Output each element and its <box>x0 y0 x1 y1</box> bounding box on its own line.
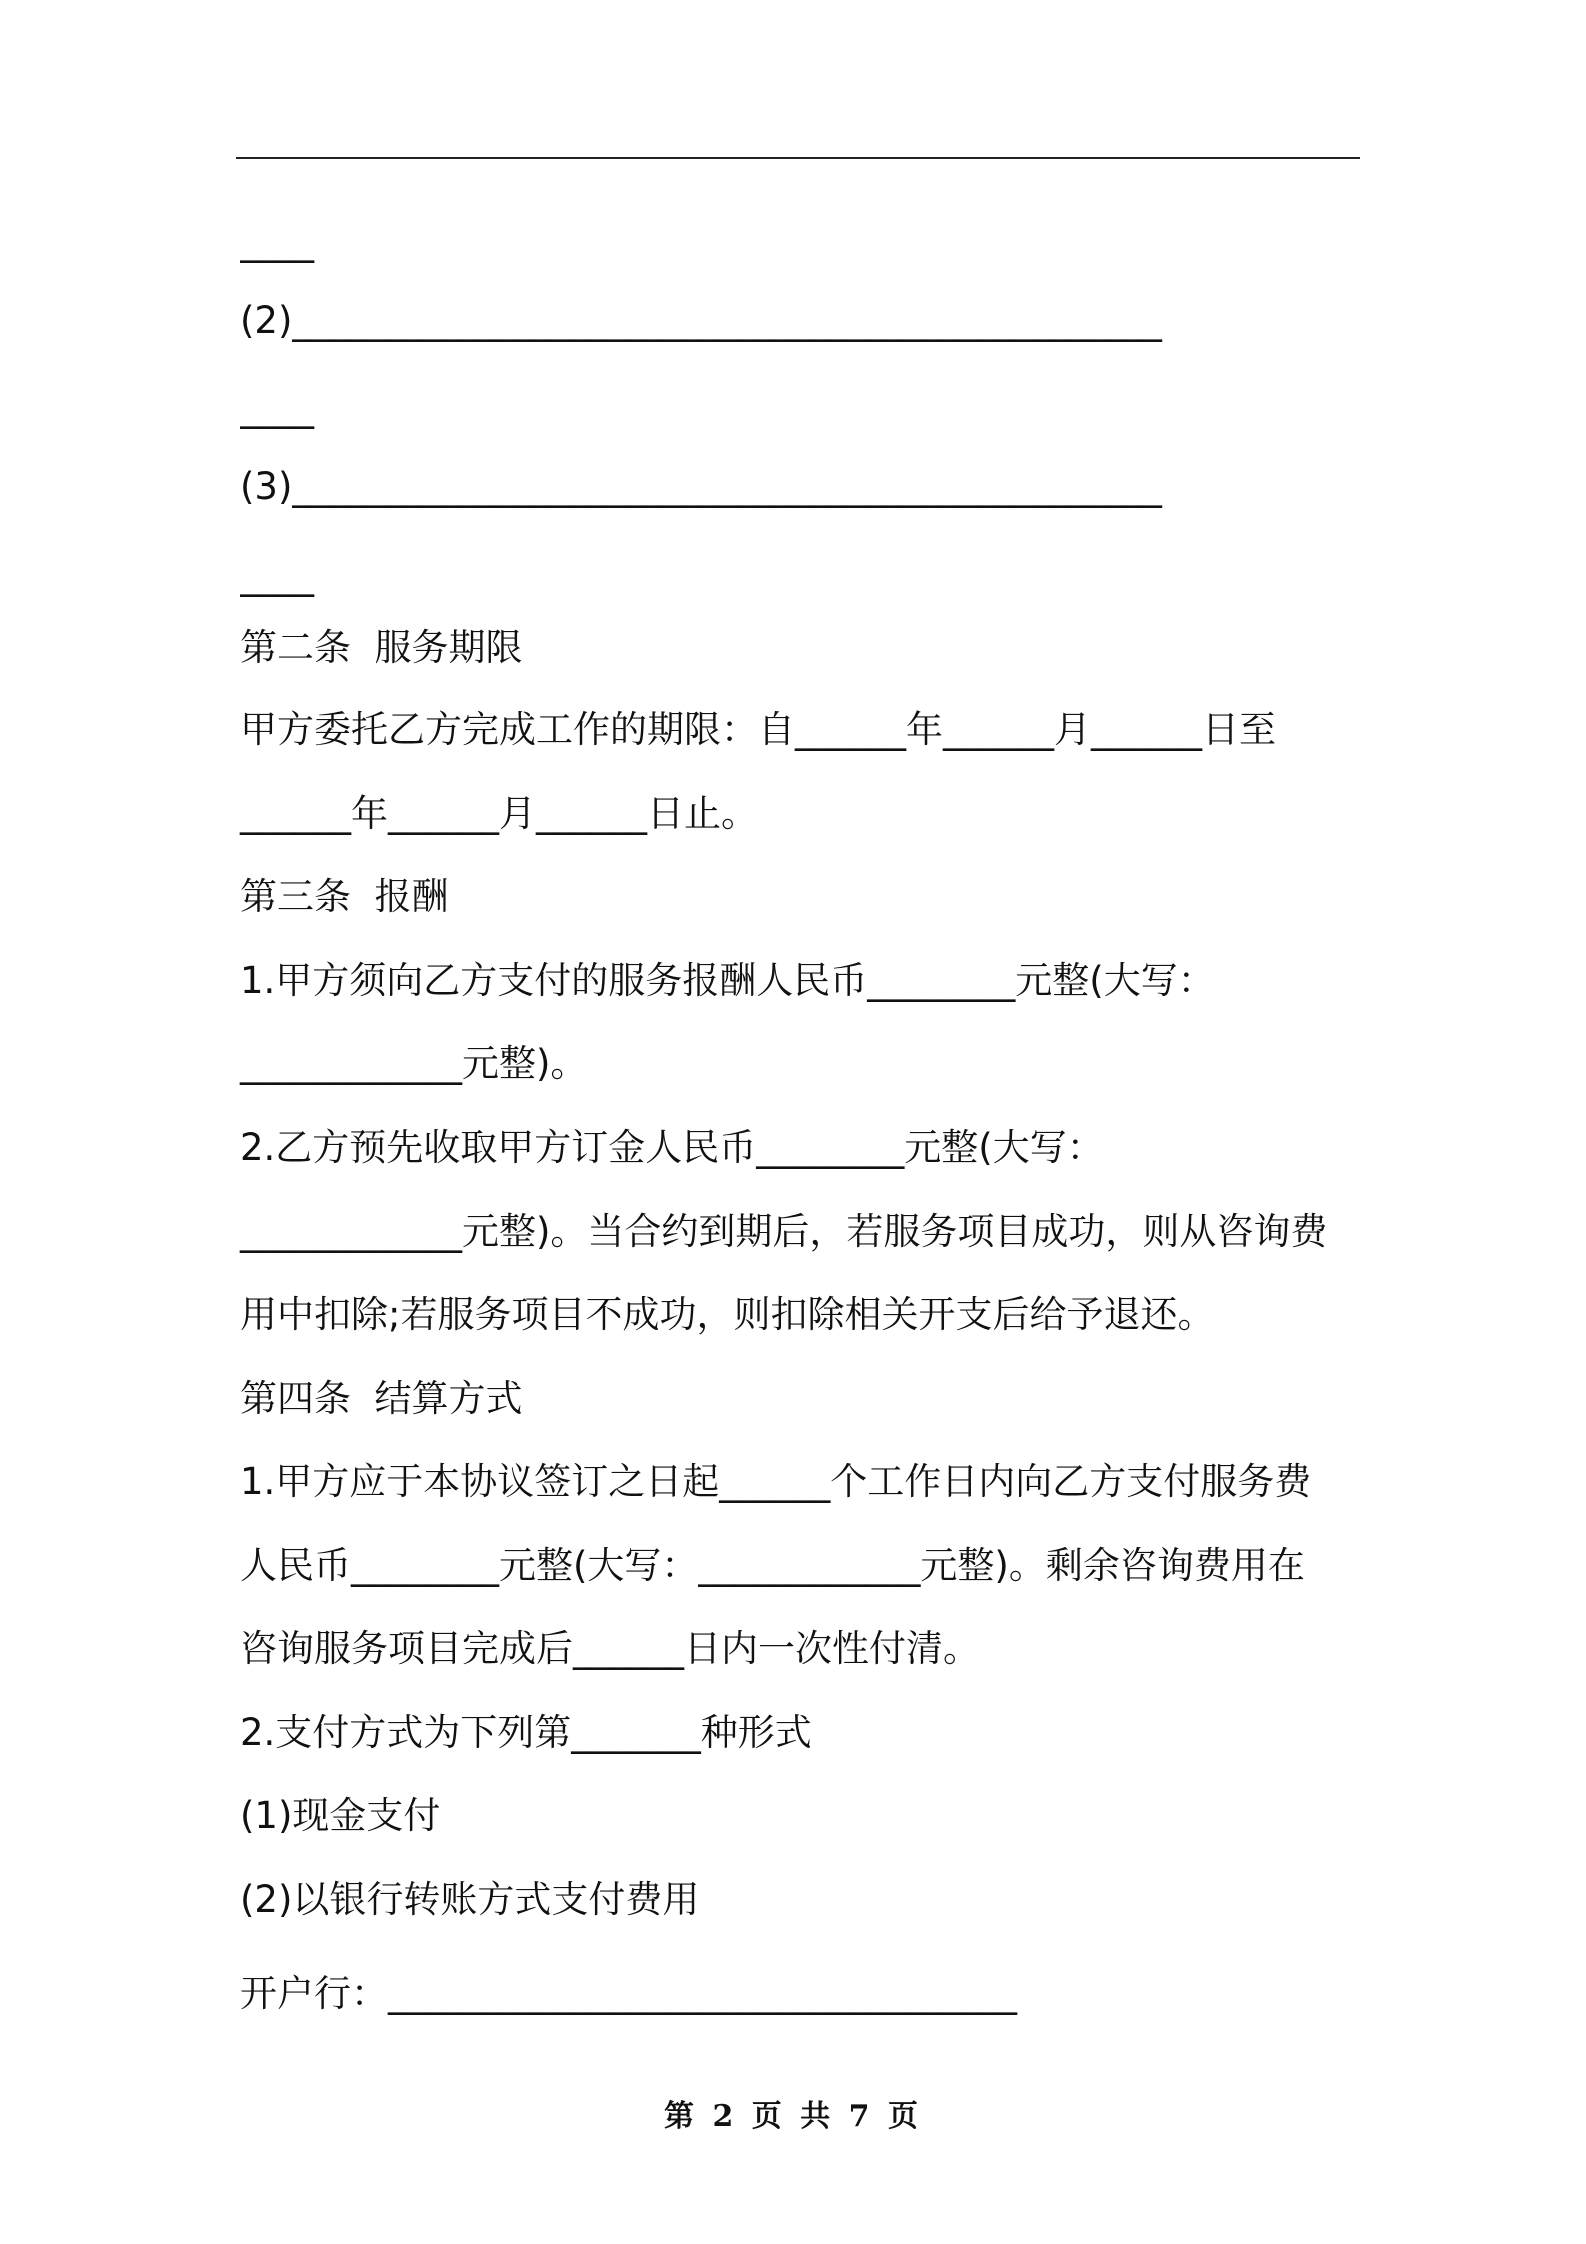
header-rule <box>236 157 1360 159</box>
blank-line-continuation-2: ____ <box>240 386 314 429</box>
item-3-blank-line: (3)_______________________________________________ <box>240 465 1162 508</box>
payment-option-cash: (1)现金支付 <box>240 1794 441 1837</box>
article-2-text-line-2: ______年______月______日止。 <box>240 792 758 835</box>
article-4-heading: 第四条 结算方式 <box>240 1377 523 1420</box>
blank-line-continuation-1: ____ <box>240 220 314 263</box>
item-2-blank-line: (2)_______________________________________________ <box>240 299 1162 342</box>
article-3-heading: 第三条 报酬 <box>240 875 449 918</box>
article-2-heading: 第二条 服务期限 <box>240 626 523 669</box>
article-3-clause-1-line-2: ____________元整)。 <box>240 1042 588 1085</box>
article-3-clause-2-line-1: 2.乙方预先收取甲方订金人民币________元整(大写： <box>240 1126 1104 1169</box>
article-3-clause-2-line-2: ____________元整)。当合约到期后，若服务项目成功，则从咨询费 <box>240 1210 1328 1253</box>
article-4-clause-1-line-2: 人民币________元整(大写：____________元整)。剩余咨询费用在 <box>240 1544 1305 1587</box>
article-4-clause-1-line-1: 1.甲方应于本协议签订之日起______个工作日内向乙方支付服务费 <box>240 1460 1312 1503</box>
article-3-clause-2-line-3: 用中扣除;若服务项目不成功，则扣除相关开支后给予退还。 <box>240 1293 1215 1336</box>
article-3-clause-1-line-1: 1.甲方须向乙方支付的服务报酬人民币________元整(大写： <box>240 959 1215 1002</box>
page-number: 第 2 页 共 7 页 <box>664 2099 922 2134</box>
payment-option-bank-transfer: (2)以银行转账方式支付费用 <box>240 1878 700 1921</box>
article-2-text-line-1: 甲方委托乙方完成工作的期限：自______年______月______日至 <box>240 708 1276 751</box>
blank-line-continuation-3: ____ <box>240 554 314 597</box>
bank-name-field: 开户行：__________________________________ <box>240 1972 1017 2015</box>
article-4-clause-1-line-3: 咨询服务项目完成后______日内一次性付清。 <box>240 1627 980 1670</box>
article-4-clause-2: 2.支付方式为下列第_______种形式 <box>240 1711 812 1754</box>
